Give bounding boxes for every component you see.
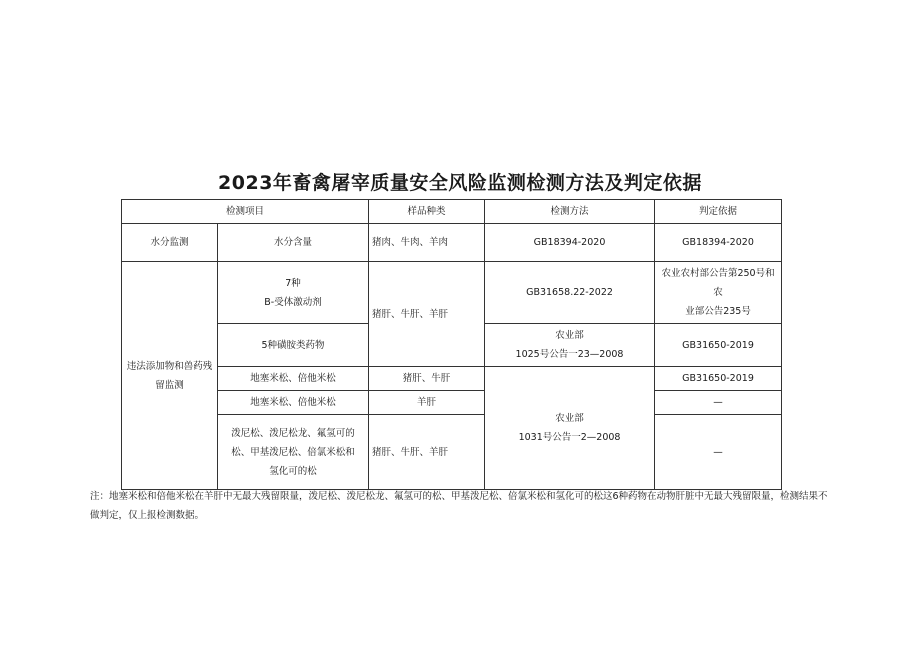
residue-item-1: 7种 B-受体激动剂	[218, 262, 369, 324]
header-detection-item: 检测项目	[122, 200, 369, 224]
table-row	[122, 224, 782, 262]
table-row	[122, 262, 782, 324]
residue-sample-4: 羊肝	[369, 391, 485, 415]
moisture-method: GB18394-2020	[485, 224, 655, 262]
residue-category: 违法添加物和兽药残留监测	[122, 262, 218, 490]
header-sample-type: 样品种类	[369, 200, 485, 224]
moisture-item: 水分含量	[218, 224, 369, 262]
residue-basis-2: GB31650-2019	[655, 324, 782, 367]
residue-item-4: 地塞米松、倍他米松	[218, 391, 369, 415]
header-judgment-basis: 判定依据	[655, 200, 782, 224]
residue-basis-1: 农业农村部公告第250号和农 业部公告235号	[655, 262, 782, 324]
moisture-category: 水分监测	[122, 224, 218, 262]
residue-method-2: 农业部 1025号公告一23—2008	[485, 324, 655, 367]
residue-method-1: GB31658.22-2022	[485, 262, 655, 324]
moisture-basis: GB18394-2020	[655, 224, 782, 262]
residue-item-2: 5种磺胺类药物	[218, 324, 369, 367]
table-row	[122, 415, 782, 490]
table-row	[122, 367, 782, 391]
residue-sample-3: 猪肝、牛肝	[369, 367, 485, 391]
residue-item-3: 地塞米松、倍他米松	[218, 367, 369, 391]
page-title: 2023年畜禽屠宰质量安全风险监测检测方法及判定依据	[218, 172, 702, 194]
residue-basis-5: —	[655, 415, 782, 490]
moisture-sample: 猪肉、牛肉、羊肉	[369, 224, 485, 262]
residue-sample-5: 猪肝、牛肝、羊肝	[369, 415, 485, 490]
footnote: 注：地塞米松和倍他米松在羊肝中无最大残留限量，泼尼松、泼尼松龙、氟氢可的松、甲基泼尼松、倍氯米松和氢化可的松这6种药物在动物肝脏中无最大残留限量，检测结果不做判定，仅上报检测数据。	[90, 491, 828, 521]
detection-method-table	[121, 199, 782, 490]
residue-sample-group1: 猪肝、牛肝、羊肝	[369, 262, 485, 367]
residue-item-5: 泼尼松、泼尼松龙、氟氢可的 松、甲基泼尼松、倍氯米松和 氢化可的松	[218, 415, 369, 490]
residue-method-group2: 农业部 1031号公告一2—2008	[485, 367, 655, 490]
table-header-row	[122, 200, 782, 224]
table-row	[122, 391, 782, 415]
header-detection-method: 检测方法	[485, 200, 655, 224]
residue-basis-3: GB31650-2019	[655, 367, 782, 391]
residue-basis-4: —	[655, 391, 782, 415]
